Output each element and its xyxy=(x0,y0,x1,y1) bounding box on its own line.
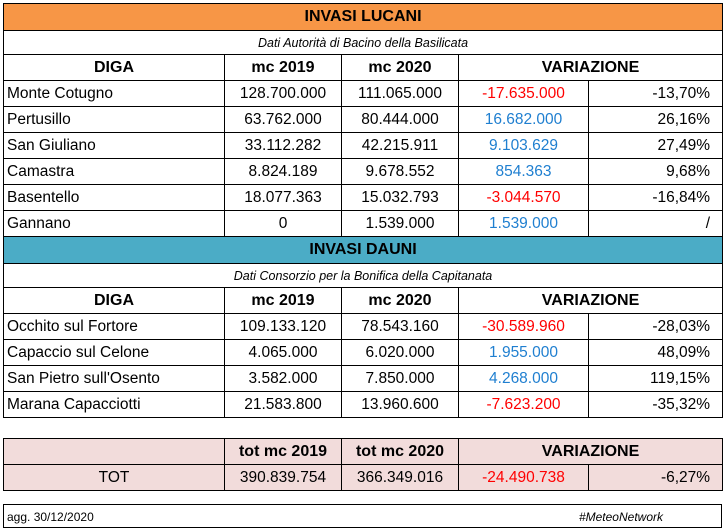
reservoir-report xyxy=(3,3,722,491)
value-2020: 9.678.552 xyxy=(342,159,459,185)
variation-value: 4.268.000 xyxy=(459,366,589,392)
value-2020: 42.215.911 xyxy=(342,133,459,159)
dam-name: San Pietro sull'Osento xyxy=(4,366,225,392)
lucani-section xyxy=(4,4,723,237)
header-variazione: VARIAZIONE xyxy=(459,288,723,314)
variation-value: -17.635.000 xyxy=(459,81,589,107)
value-2019: 109.133.120 xyxy=(225,314,342,340)
value-2019: 0 xyxy=(225,211,342,237)
header-mc2020: mc 2020 xyxy=(342,288,459,314)
table-row xyxy=(4,314,723,340)
table-row xyxy=(4,340,723,366)
tot-pct: -6,27% xyxy=(589,465,723,491)
dam-name: Pertusillo xyxy=(4,107,225,133)
table-row xyxy=(4,392,723,418)
dam-name: Occhito sul Fortore xyxy=(4,314,225,340)
variation-percent: -13,70% xyxy=(589,81,723,107)
variation-percent: 119,15% xyxy=(589,366,723,392)
header-tot-variazione: VARIAZIONE xyxy=(459,439,723,465)
variation-percent: 9,68% xyxy=(589,159,723,185)
value-2020: 13.960.600 xyxy=(342,392,459,418)
value-2020: 1.539.000 xyxy=(342,211,459,237)
value-2019: 128.700.000 xyxy=(225,81,342,107)
variation-value: 16.682.000 xyxy=(459,107,589,133)
footer xyxy=(3,504,722,528)
header-diga: DIGA xyxy=(4,55,225,81)
variation-value: 9.103.629 xyxy=(459,133,589,159)
table-row xyxy=(4,81,723,107)
value-2019: 4.065.000 xyxy=(225,340,342,366)
variation-percent: -35,32% xyxy=(589,392,723,418)
variation-value: 854.363 xyxy=(459,159,589,185)
value-2020: 111.065.000 xyxy=(342,81,459,107)
dam-name: Camastra xyxy=(4,159,225,185)
variation-value: -30.589.960 xyxy=(459,314,589,340)
variation-value: -3.044.570 xyxy=(459,185,589,211)
value-2020: 78.543.160 xyxy=(342,314,459,340)
update-date: agg. 30/12/2020 xyxy=(7,510,94,524)
variation-percent: 48,09% xyxy=(589,340,723,366)
tot-2019: 390.839.754 xyxy=(225,465,342,491)
dauni-section xyxy=(4,237,723,418)
header-tot2019: tot mc 2019 xyxy=(225,439,342,465)
totals-section xyxy=(4,418,723,491)
header-mc2019: mc 2019 xyxy=(225,288,342,314)
value-2020: 6.020.000 xyxy=(342,340,459,366)
dauni-source: Dati Consorzio per la Bonifica della Capitanata xyxy=(4,264,723,288)
table-row xyxy=(4,159,723,185)
value-2020: 7.850.000 xyxy=(342,366,459,392)
tot-label: TOT xyxy=(4,465,225,491)
variation-percent: / xyxy=(589,211,723,237)
header-mc2019: mc 2019 xyxy=(225,55,342,81)
lucani-source: Dati Autorità di Bacino della Basilicata xyxy=(4,31,723,55)
dauni-title: INVASI DAUNI xyxy=(4,237,723,264)
dam-name: Marana Capacciotti xyxy=(4,392,225,418)
dam-name: Capaccio sul Celone xyxy=(4,340,225,366)
header-tot2020: tot mc 2020 xyxy=(342,439,459,465)
variation-percent: -28,03% xyxy=(589,314,723,340)
variation-value: -7.623.200 xyxy=(459,392,589,418)
variation-value: 1.955.000 xyxy=(459,340,589,366)
header-diga: DIGA xyxy=(4,288,225,314)
dam-name: Monte Cotugno xyxy=(4,81,225,107)
totals-header-empty xyxy=(4,439,225,465)
value-2019: 18.077.363 xyxy=(225,185,342,211)
lucani-title: INVASI LUCANI xyxy=(4,4,723,31)
value-2019: 33.112.282 xyxy=(225,133,342,159)
header-mc2020: mc 2020 xyxy=(342,55,459,81)
totals-header-row xyxy=(4,439,723,465)
variation-percent: -16,84% xyxy=(589,185,723,211)
totals-row xyxy=(4,465,723,491)
table-row xyxy=(4,185,723,211)
tot-2020: 366.349.016 xyxy=(342,465,459,491)
value-2019: 63.762.000 xyxy=(225,107,342,133)
variation-percent: 27,49% xyxy=(589,133,723,159)
dam-name: Gannano xyxy=(4,211,225,237)
spacer xyxy=(4,418,723,439)
value-2020: 15.032.793 xyxy=(342,185,459,211)
variation-percent: 26,16% xyxy=(589,107,723,133)
table-row xyxy=(4,133,723,159)
variation-value: 1.539.000 xyxy=(459,211,589,237)
dam-name: Basentello xyxy=(4,185,225,211)
table-row xyxy=(4,107,723,133)
dauni-header-row xyxy=(4,288,723,314)
value-2019: 21.583.800 xyxy=(225,392,342,418)
reservoir-table xyxy=(3,3,723,491)
table-row xyxy=(4,366,723,392)
lucani-header-row xyxy=(4,55,723,81)
hashtag: #MeteoNetwork xyxy=(578,510,663,524)
value-2020: 80.444.000 xyxy=(342,107,459,133)
value-2019: 8.824.189 xyxy=(225,159,342,185)
header-variazione: VARIAZIONE xyxy=(459,55,723,81)
tot-diff: -24.490.738 xyxy=(459,465,589,491)
table-row xyxy=(4,211,723,237)
value-2019: 3.582.000 xyxy=(225,366,342,392)
dam-name: San Giuliano xyxy=(4,133,225,159)
